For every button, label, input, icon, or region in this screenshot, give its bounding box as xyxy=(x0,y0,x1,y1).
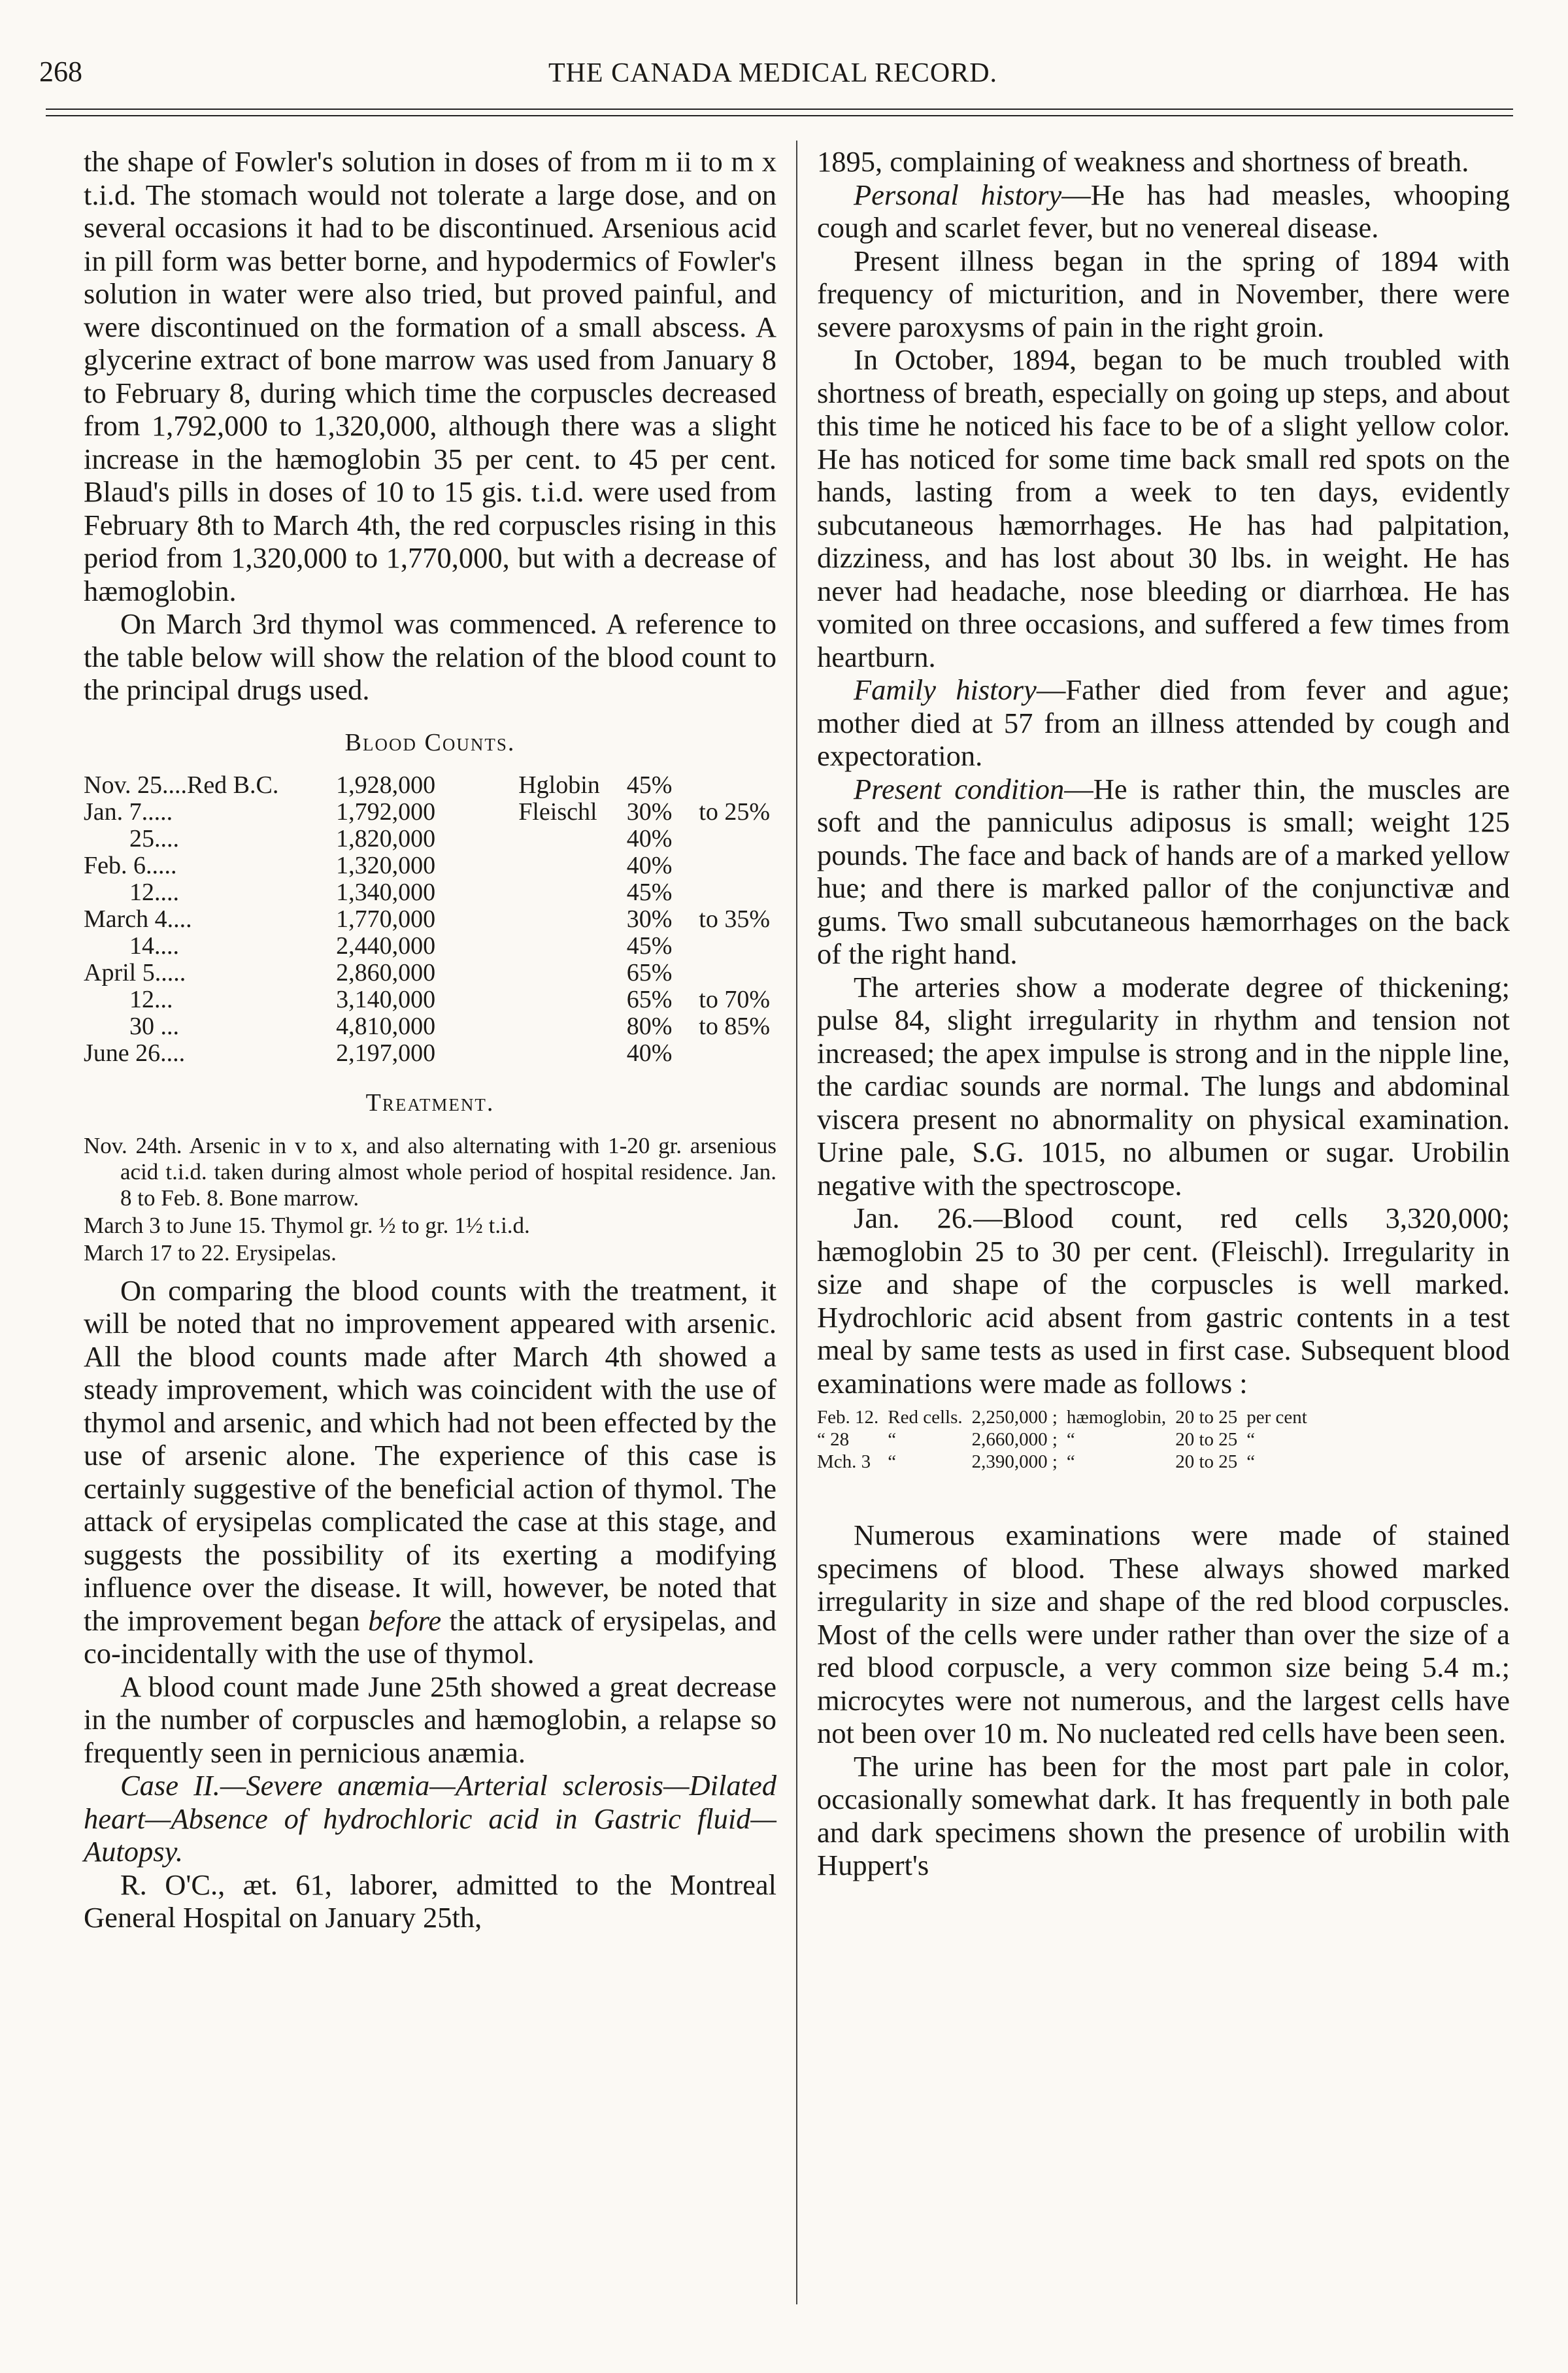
subsequent-label: Red cells. xyxy=(888,1407,963,1428)
blood-count-row xyxy=(84,1040,776,1067)
blood-count-pct2: to 25% xyxy=(699,798,770,826)
blood-count-date: Nov. 25....Red B.C. xyxy=(84,771,279,799)
blood-count-label xyxy=(518,1040,627,1067)
blood-count-pct2 xyxy=(699,879,776,906)
blood-count-pct2 xyxy=(699,852,776,879)
subsequent-range: 20 to 25 xyxy=(1175,1451,1238,1472)
subsequent-unit: “ xyxy=(1246,1451,1256,1472)
blood-count-red: 1,320,000 xyxy=(336,852,436,879)
blood-count-pct: 40% xyxy=(626,852,673,879)
treatment-heading: Treatment. xyxy=(365,1089,495,1117)
blood-count-pct: 40% xyxy=(626,825,673,852)
column-divider xyxy=(796,141,797,2304)
blood-count-red: 2,860,000 xyxy=(336,959,436,986)
blood-count-label: Fleischl xyxy=(518,798,597,826)
blood-count-red: 1,340,000 xyxy=(336,879,436,906)
blood-count-label xyxy=(518,933,627,960)
blood-count-pct: 45% xyxy=(626,932,673,960)
paragraph: Present condition—He is rather thin, the muscles are soft and the panniculus adiposus is small; weight 125 pounds. The face and back of hands are of a marked yellow hue; and there is marked pallor of the conjunctivæ and gums. Two small subcutaneous hæmorrhages on the back of the right hand. xyxy=(817,772,1510,970)
blood-count-label xyxy=(518,879,627,906)
blood-count-pct2: to 70% xyxy=(699,986,770,1013)
subsequent-count-row xyxy=(817,1406,1316,1428)
page-header xyxy=(39,55,1507,94)
blood-count-label xyxy=(518,906,627,933)
subsequent-label: “ xyxy=(888,1451,897,1472)
blood-count-row xyxy=(84,852,776,879)
blood-counts-table xyxy=(84,772,776,1067)
subsequent-label: “ xyxy=(888,1429,897,1450)
paragraph: A blood count made June 25th showed a great decrease in the number of corpuscles and hæmoglobin, a relapse so frequently seen in pernicious anæmia. xyxy=(84,1670,776,1769)
blood-count-row xyxy=(84,826,776,852)
paragraph: 1895, complaining of weakness and shortness of breath. xyxy=(817,145,1469,178)
subsequent-count: 2,250,000 ; xyxy=(971,1407,1058,1428)
blood-count-pct2 xyxy=(699,772,776,799)
blood-count-date: June 26.... xyxy=(84,1039,186,1067)
blood-count-row xyxy=(84,986,776,1013)
subsequent-range: 20 to 25 xyxy=(1175,1407,1238,1428)
blood-count-pct2 xyxy=(699,933,776,960)
blood-count-row xyxy=(84,906,776,933)
subsequent-count: 2,660,000 ; xyxy=(971,1429,1058,1450)
blood-count-red: 1,820,000 xyxy=(336,825,436,852)
header-rule-bottom xyxy=(46,115,1513,116)
subsequent-hb: hæmoglobin, xyxy=(1066,1407,1167,1428)
blood-count-date: 25.... xyxy=(129,825,179,852)
subsequent-unit: “ xyxy=(1246,1429,1256,1450)
paragraph: Personal history—He has had measles, whooping cough and scarlet fever, but no venereal disease. xyxy=(817,178,1510,244)
blood-count-row xyxy=(84,879,776,906)
blood-count-date: 12.... xyxy=(129,879,179,906)
blood-count-label xyxy=(518,960,627,986)
subsequent-count: 2,390,000 ; xyxy=(971,1451,1058,1472)
blood-count-pct: 45% xyxy=(626,771,673,799)
paragraph: Jan. 26.—Blood count, red cells 3,320,000; hæmoglobin 25 to 30 per cent. (Fleischl). Irregularity in size and shape of the corpuscles is well marked. Hydrochloric acid absent from gastric contents in a test meal by same tests as used in first case. Subsequent blood examinations were made as follows : xyxy=(817,1202,1510,1400)
blood-count-date: Jan. 7..... xyxy=(84,798,173,826)
subsequent-date: “ 28 xyxy=(817,1429,850,1450)
blood-count-red: 4,810,000 xyxy=(336,1013,436,1040)
blood-count-date: April 5..... xyxy=(84,959,186,986)
blood-count-label xyxy=(518,826,627,852)
blood-count-pct: 40% xyxy=(626,1039,673,1067)
blood-count-pct2 xyxy=(699,826,776,852)
blood-count-row xyxy=(84,933,776,960)
blood-count-row xyxy=(84,799,776,826)
paragraph: R. O'C., æt. 61, laborer, admitted to the Montreal General Hospital on January 25th, xyxy=(84,1868,776,1934)
subsequent-count-row xyxy=(817,1428,1316,1451)
blood-count-date: 14.... xyxy=(129,932,179,960)
blood-count-label: Hglobin xyxy=(518,771,600,799)
treatment-item: March 17 to 22. Erysipelas. xyxy=(84,1239,337,1266)
blood-count-row xyxy=(84,1013,776,1040)
paragraph: Family history—Father died from fever and ague; mother died at 57 from an illness attended by cough and expectoration. xyxy=(817,673,1510,772)
subsequent-counts-table xyxy=(817,1406,1316,1473)
paragraph: The urine has been for the most part pale in color, occasionally somewhat dark. It has frequently in both pale and dark specimens shown the presence of urobilin with Huppert's xyxy=(817,1749,1510,1881)
subsequent-date: Feb. 12. xyxy=(817,1407,879,1428)
blood-count-red: 2,197,000 xyxy=(336,1039,436,1067)
blood-count-red: 1,770,000 xyxy=(336,905,436,933)
subsequent-range: 20 to 25 xyxy=(1175,1429,1238,1450)
paragraph: Numerous examinations were made of stained specimens of blood. These always showed marked irregularity in size and shape of the red blood corpuscles. Most of the cells were under rather than over the size of a red blood corpuscle, a very common size being 5.4 m.; microcytes were not numerous, and the largest cells have not been over 10 m. No nucleated red cells have been seen. xyxy=(817,1519,1510,1749)
blood-count-label xyxy=(518,986,627,1013)
blood-count-pct: 65% xyxy=(626,986,673,1013)
subsequent-hb: “ xyxy=(1066,1429,1075,1450)
blood-count-pct: 45% xyxy=(626,879,673,906)
blood-count-pct: 30% xyxy=(626,905,673,933)
left-column xyxy=(84,145,776,1934)
paragraph: the shape of Fowler's solution in doses of from m ii to m x t.i.d. The stomach would not tolerate a large dose, and on several occasions it had to be discontinued. Arsenious acid in pill form was better borne, and hypodermics of Fowler's solution in water were also tried, but proved painful, and were discontinued on the formation of a small abscess. A glycerine extract of bone marrow was used from January 8 to February 8, during which time the corpuscles decreased from 1,792,000 to 1,320,000, although there was a slight increase in the hæmoglobin 35 per cent. to 45 per cent. Blaud's pills in doses of 10 to 15 gis. t.i.d. were used from February 8th to March 4th, the red corpuscles rising in this period from 1,320,000 to 1,770,000, but with a decrease of hæmoglobin. xyxy=(84,145,776,607)
blood-count-row xyxy=(84,772,776,799)
blood-count-pct2: to 85% xyxy=(699,1013,770,1040)
blood-count-pct: 30% xyxy=(626,798,673,826)
case-title: Case II.—Severe anæmia—Arterial sclerosis—Dilated heart—Absence of hydrochloric acid in Gastric fluid—Autopsy. xyxy=(84,1769,776,1868)
treatment-item: March 3 to June 15. Thymol gr. ½ to gr. 1½ t.i.d. xyxy=(84,1212,530,1238)
treatment-list xyxy=(84,1133,776,1266)
blood-count-label xyxy=(518,1013,627,1040)
right-column xyxy=(817,145,1510,1882)
blood-count-pct2: to 35% xyxy=(699,905,770,933)
subsequent-date: Mch. 3 xyxy=(817,1451,871,1472)
blood-count-pct: 65% xyxy=(626,959,673,986)
blood-count-pct: 80% xyxy=(626,1013,673,1040)
blood-count-label xyxy=(518,852,627,879)
blood-counts-heading: Blood Counts. xyxy=(344,728,516,756)
page-number: 268 xyxy=(39,56,82,88)
blood-count-row xyxy=(84,960,776,986)
running-head: THE CANADA MEDICAL RECORD. xyxy=(548,58,998,88)
blood-count-date: March 4.... xyxy=(84,905,192,933)
blood-count-pct2 xyxy=(699,960,776,986)
treatment-item: Nov. 24th. Arsenic in v to x, and also alternating with 1-20 gr. arsenious acid t.i.d. taken during almost whole period of hospital residence. Jan. 8 to Feb. 8. Bone marrow. xyxy=(84,1132,776,1211)
subsequent-count-row xyxy=(817,1451,1316,1473)
paragraph: On comparing the blood counts with the treatment, it will be noted that no improvement appeared with arsenic. All the blood counts made after March 4th showed a steady improvement, which was coincident with the use of thymol and arsenic, and which had not been effected by the use of arsenic alone. The experience of this case is certainly suggestive of the beneficial action of thymol. The attack of erysipelas complicated the case at this stage, and suggests the possibility of its exerting a modifying influence over the disease. It will, however, be noted that the improvement began before the attack of erysipelas, and co-incidentally with the use of thymol. xyxy=(84,1273,777,1670)
blood-count-date: 12... xyxy=(129,986,173,1013)
blood-count-red: 1,792,000 xyxy=(336,798,436,826)
paragraph: On March 3rd thymol was commenced. A reference to the table below will show the relation of the blood count to the principal drugs used. xyxy=(84,607,776,706)
subsequent-unit: per cent xyxy=(1246,1407,1307,1428)
paragraph: Present illness began in the spring of 1894 with frequency of micturition, and in November, there were severe paroxysms of pain in the right groin. xyxy=(817,244,1510,343)
blood-count-red: 3,140,000 xyxy=(336,986,436,1013)
header-rule-top xyxy=(46,109,1513,110)
paragraph: In October, 1894, began to be much troubled with shortness of breath, especially on going up steps, and about this time he noticed his face to be of a slight yellow color. He has noticed for some time back small red spots on the hands, lasting from a week to ten days, evidently subcutaneous hæmorrhages. He has had palpitation, dizziness, and has lost about 30 lbs. in weight. He has never had headache, nose bleeding or diarrhœa. He has vomited on three occasions, and suffered a few times from heartburn. xyxy=(817,343,1510,673)
blood-count-date: 30 ... xyxy=(129,1013,179,1040)
paragraph: The arteries show a moderate degree of thickening; pulse 84, slight irregularity in rhythm and tension not increased; the apex impulse is strong and in the nipple line, the cardiac sounds are normal. The lungs and abdominal viscera present no abnormality on physical examination. Urine pale, S.G. 1015, no albumen or sugar. Urobilin negative with the spectroscope. xyxy=(817,970,1510,1202)
blood-count-date: Feb. 6..... xyxy=(84,852,177,879)
subsequent-hb: “ xyxy=(1066,1451,1075,1472)
blood-count-red: 1,928,000 xyxy=(336,771,436,799)
blood-count-pct2 xyxy=(699,1040,776,1067)
blood-count-red: 2,440,000 xyxy=(336,932,436,960)
